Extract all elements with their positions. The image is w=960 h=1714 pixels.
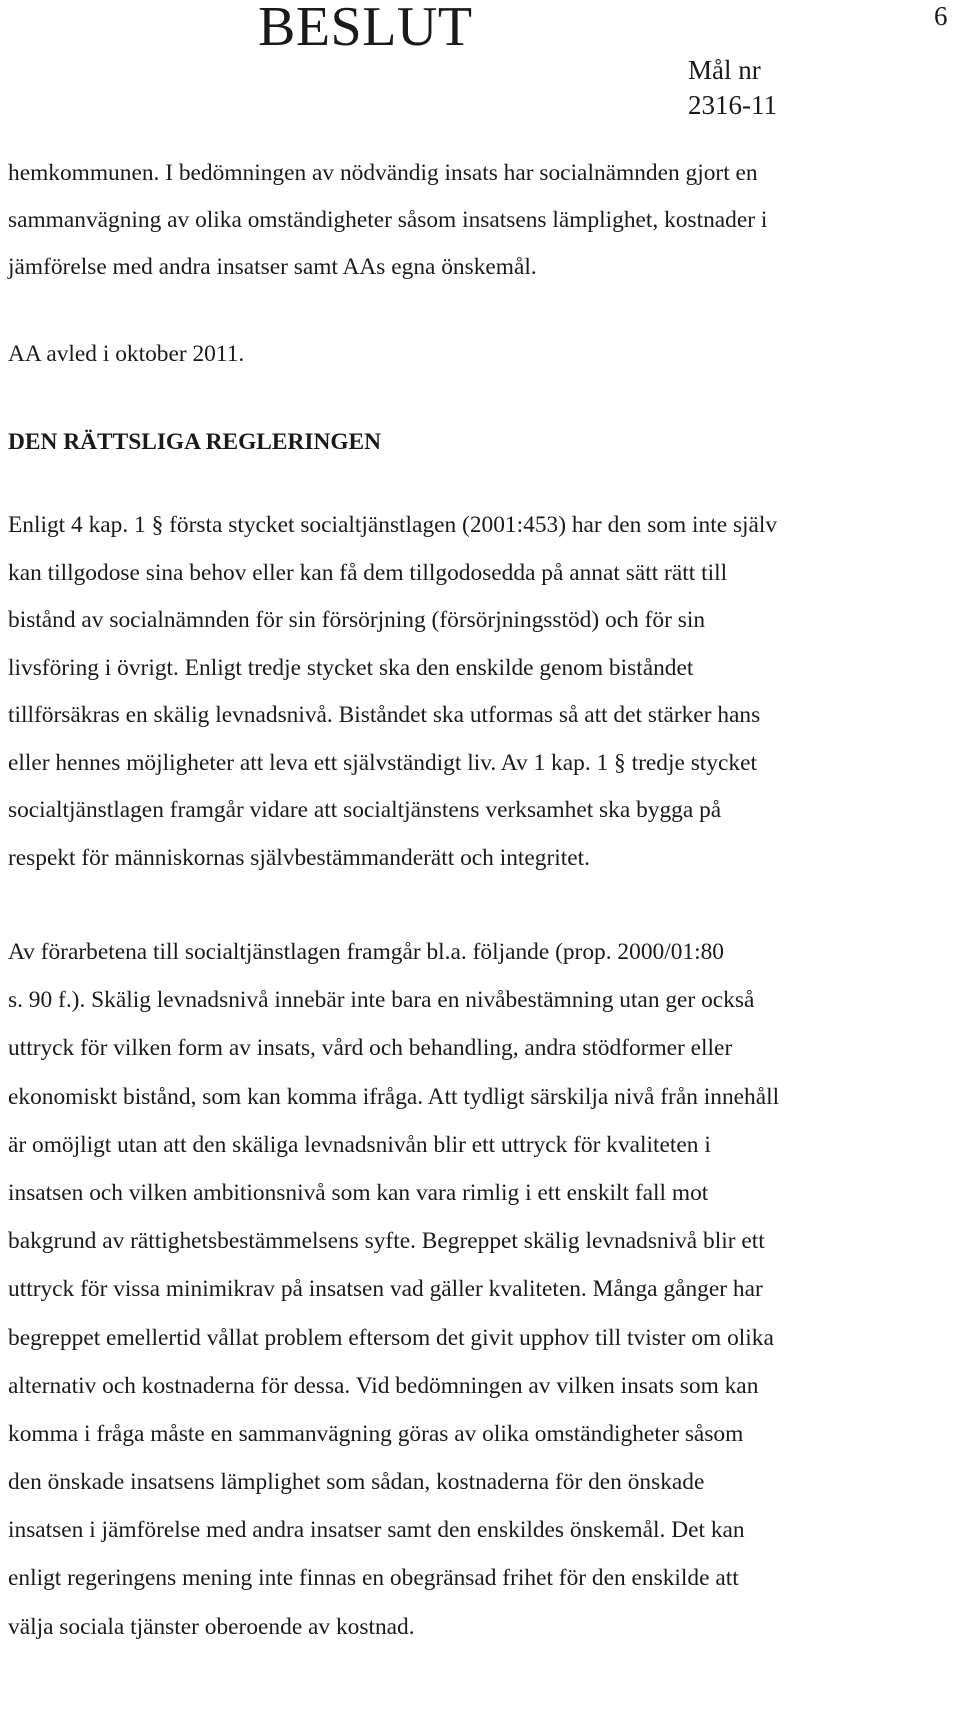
paragraph-legal-basis [8, 502, 953, 882]
text-line: insatsen i jämförelse med andra insatser samt den enskildes önskemål. Det kan [8, 1517, 745, 1544]
text-line: jämförelse med andra insatser samt AAs egna önskemål. [8, 254, 537, 280]
text-line: ekonomiskt bistånd, som kan komma ifråga. Att tydligt särskilja nivå från innehåll [8, 1083, 780, 1110]
text-line: insatsen och vilken ambitionsnivå som kan vara rimlig i ett enskilt fall mot [8, 1179, 709, 1206]
text-line: begreppet emellertid vållat problem eftersom det givit upphov till tvister om olika [8, 1324, 774, 1351]
text-line: eller hennes möjligheter att leva ett självständigt liv. Av 1 kap. 1 § tredje stycket [8, 749, 757, 776]
text-line: komma i fråga måste en sammanvägning göras av olika omständigheter såsom [8, 1420, 744, 1447]
text-line: uttryck för vilken form av insats, vård och behandling, andra stödformer eller [8, 1035, 733, 1062]
text-line: hemkommunen. I bedömningen av nödvändig insats har socialnämnden gjort en [8, 160, 758, 186]
text-line: Av förarbetena till socialtjänstlagen framgår bl.a. följande (prop. 2000/01:80 [8, 939, 724, 965]
text-line: livsföring i övrigt. Enligt tredje stycket ska den enskilde genom biståndet [8, 654, 694, 681]
text-line: AA avled i oktober 2011. [8, 341, 245, 367]
text-line: bistånd av socialnämnden för sin försörjning (försörjningsstöd) och för sin [8, 607, 706, 633]
case-number: 2316-11 [688, 90, 777, 120]
paragraph-preparatory-works [8, 928, 953, 1651]
text-line: välja sociala tjänster oberoende av kostnad. [8, 1613, 415, 1640]
page-number: 6 [934, 1, 948, 31]
text-line: sammanvägning av olika omständigheter såsom insatsens lämplighet, kostnader i [8, 207, 768, 233]
text-line: tillförsäkras en skälig levnadsnivå. Biståndet ska utformas så att det stärker hans [8, 702, 761, 728]
paragraph-intro [8, 150, 953, 291]
text-line: uttryck för vissa minimikrav på insatsen vad gäller kvaliteten. Många gånger har [8, 1276, 763, 1303]
text-line: enligt regeringens mening inte finnas en obegränsad frihet för den enskilde att [8, 1565, 739, 1592]
text-line: alternativ och kostnaderna för dessa. Vid bedömningen av vilken insats som kan [8, 1372, 759, 1399]
section-heading: DEN RÄTTSLIGA REGLERINGEN [8, 429, 382, 455]
text-line: är omöjligt utan att den skäliga levnadsnivån blir ett uttryck för kvaliteten i [8, 1131, 711, 1158]
document-title: BESLUT [258, 0, 473, 58]
text-line: respekt för människornas självbestämmanderätt och integritet. [8, 844, 590, 871]
case-number-label: Mål nr [688, 55, 761, 85]
text-line: bakgrund av rättighetsbestämmelsens syfte. Begreppet skälig levnadsnivå blir ett [8, 1228, 765, 1255]
text-line: kan tillgodose sina behov eller kan få dem tillgodosedda på annat sätt rätt till [8, 559, 728, 586]
paragraph-death-notice [8, 331, 953, 378]
document-body [8, 150, 953, 1651]
text-line: Enligt 4 kap. 1 § första stycket socialtjänstlagen (2001:453) har den som inte själv [8, 512, 778, 538]
text-line: den önskade insatsens lämplighet som sådan, kostnaderna för den önskade [8, 1469, 705, 1496]
text-line: s. 90 f.). Skälig levnadsnivå innebär inte bara en nivåbestämning utan ger också [8, 987, 755, 1014]
text-line: socialtjänstlagen framgår vidare att socialtjänstens verksamhet ska bygga på [8, 797, 722, 823]
